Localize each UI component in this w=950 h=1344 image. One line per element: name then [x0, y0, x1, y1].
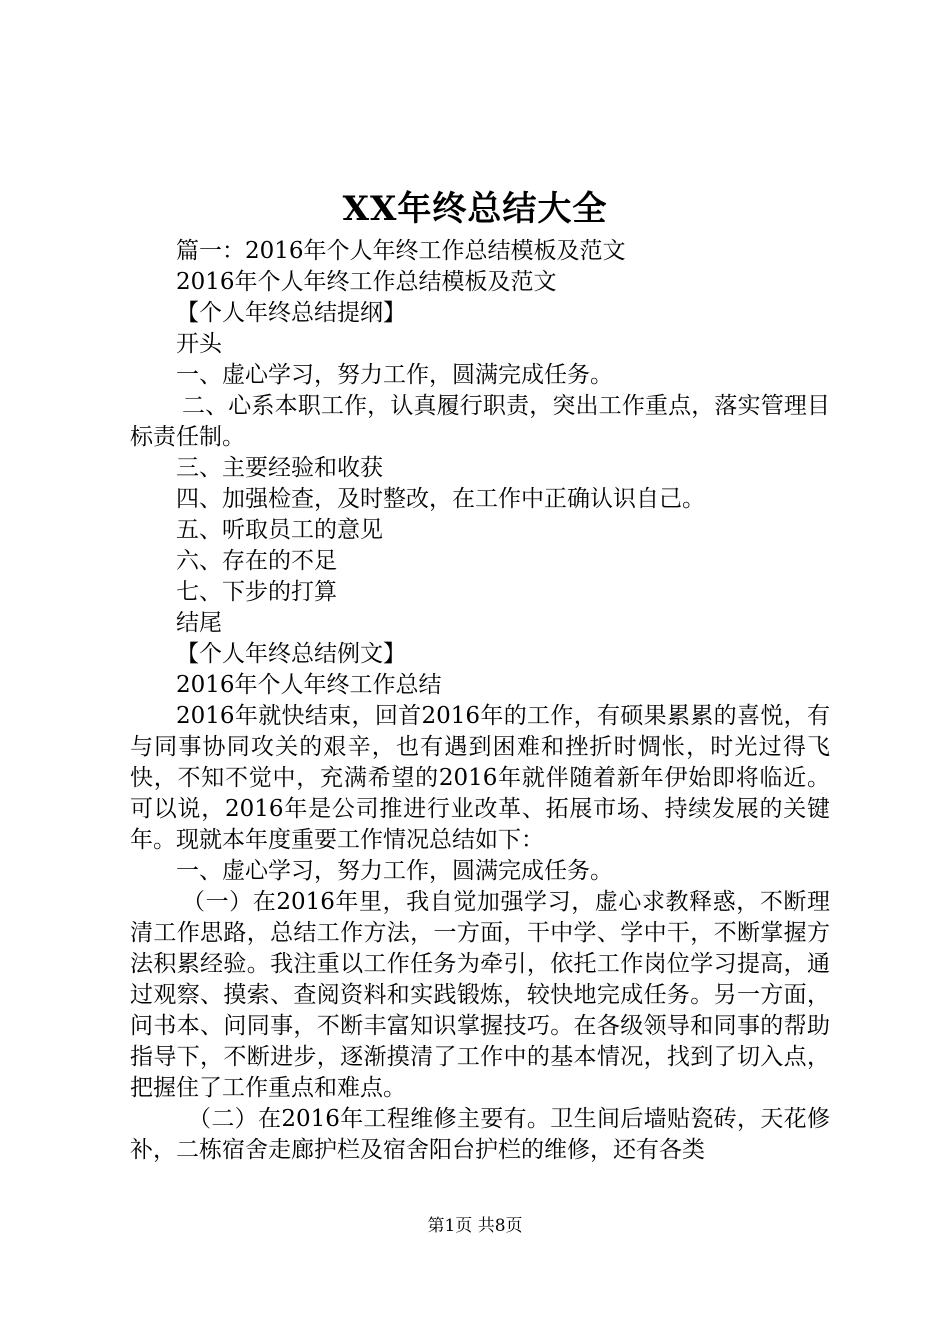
- paragraph: 【个人年终总结例文】: [176, 641, 406, 667]
- paragraph: 2016年个人年终工作总结模板及范文: [176, 269, 557, 295]
- paragraph: 结尾: [176, 610, 222, 636]
- paragraph: 一、虚心学习，努力工作，圆满完成任务。: [176, 858, 613, 884]
- paragraph: 2016年个人年终工作总结: [176, 672, 442, 698]
- paragraph: （一）在2016年里，我自觉加强学习，虚心求教释惑，不断理清工作思路，总结工作方法，一方面，干中学、学中干，不断掌握方法积累经验。我注重以工作任务为牵引，依托工作岗位学习提高，通过观察、摸索、查阅资料和实践锻炼，较快地完成任务。另一方面，问书本、问同事，不断丰富知识掌握技巧。在各级领导和同事的帮助指导下，不断进步，逐渐摸清了工作中的基本情况，找到了切入点，把握住了工作重点和难点。: [130, 889, 830, 1101]
- paragraph: 七、下步的打算: [176, 579, 337, 605]
- document-title: XX年终总结大全: [342, 189, 608, 229]
- paragraph: 四、加强检查，及时整改，在工作中正确认识自己。: [176, 486, 705, 512]
- paragraph: （二）在2016年工程维修主要有。卫生间后墙贴瓷砖，天花修补，二栋宿舍走廊护栏及宿舍阳台护栏的维修，还有各类: [130, 1106, 830, 1163]
- paragraph: 篇一：2016年个人年终工作总结模板及范文: [176, 238, 626, 264]
- document-body: [130, 236, 830, 1166]
- paragraph: 三、主要经验和收获: [176, 455, 383, 481]
- page-footer: 第1页 共8页: [427, 1216, 523, 1236]
- paragraph: 2016年就快结束，回首2016年的工作，有硕果累累的喜悦，有与同事协同攻关的艰辛，也有遇到困难和挫折时惆怅，时光过得飞快，不知不觉中，充满希望的2016年就伴随着新年伊始即将临近。可以说，2016年是公司推进行业改革、拓展市场、持续发展的关键年。现就本年度重要工作情况总结如下：: [130, 703, 830, 853]
- paragraph: 二、心系本职工作，认真履行职责，突出工作重点，落实管理目标责任制。: [130, 393, 830, 450]
- paragraph: 一、虚心学习，努力工作，圆满完成任务。: [176, 362, 613, 388]
- paragraph: 开头: [176, 331, 222, 357]
- paragraph: 五、听取员工的意见: [176, 517, 383, 543]
- paragraph: 六、存在的不足: [176, 548, 337, 574]
- paragraph: 【个人年终总结提纲】: [176, 300, 406, 326]
